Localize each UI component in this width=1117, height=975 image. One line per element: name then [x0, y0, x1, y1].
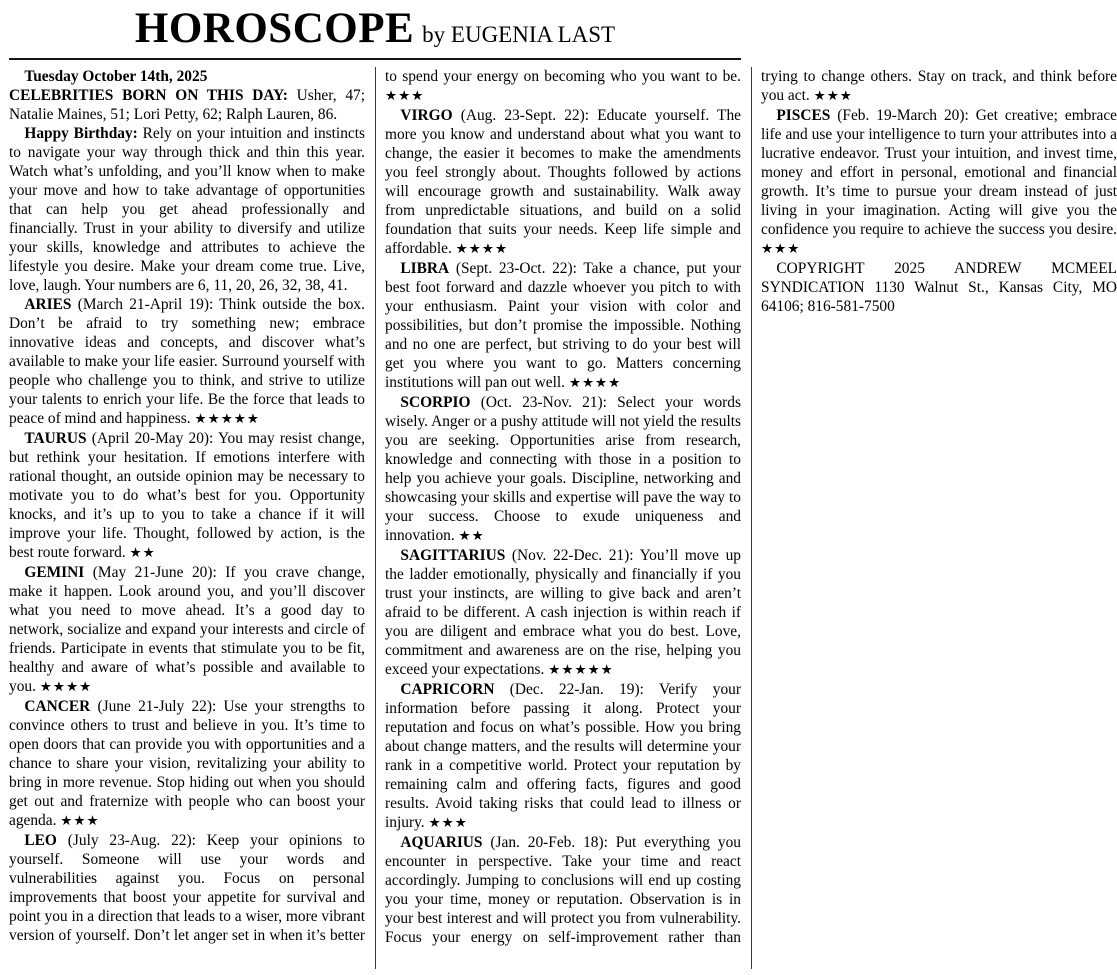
sign-aries: [9, 295, 365, 429]
page-title: HOROSCOPE: [134, 5, 415, 52]
sign-name: LIBRA: [400, 260, 450, 277]
header-divider: [9, 58, 741, 60]
sign-cancer: [9, 697, 365, 831]
star-rating: ★★★: [60, 813, 100, 829]
sign-dates: (Oct. 23-Nov. 21):: [480, 394, 607, 411]
sign-sagittarius: [385, 546, 741, 680]
celebrities-text: Usher, 47; Natalie Maines, 51; Lori Petty, 62; Ralph Lauren, 86.: [9, 87, 365, 123]
sign-text: Think outside the box. Don’t be afraid to try something new; embrace innovative ideas and concepts, and discover what’s available to make your life easier. Surround yourself with people who challenge you to think, and strive to utilize your talents to enrich your life. Be the force that leads to peace of mind and happiness.: [9, 296, 365, 427]
star-rating: ★★★★★: [194, 411, 261, 427]
article-body: [9, 67, 1117, 969]
sign-dates: (Sept. 23-Oct. 22):: [455, 260, 577, 277]
sign-name: PISCES: [776, 107, 831, 124]
sign-pisces: [761, 106, 1117, 259]
sign-text: Verify your information before passing it along. Protect your reputation and focus on what’s possible. How you bring about change matters, and the results will determine your rank in a competitive world. Protect your reputation by remaining calm and offering facts, figures and good results. Avoid taking risks that could lead to illness or injury.: [385, 681, 741, 831]
sign-dates: (May 21-June 20):: [92, 564, 217, 581]
sign-text: Select your words wisely. Anger or a pushy attitude will not yield the results you are seeking. Opportunities arise from research, knowledge and connecting with those in a position to help you achieve your goals. Discipline, networking and showcasing your skills and expertise will pave the way to your success. Choose to exude uniqueness and innovation.: [385, 394, 741, 544]
star-rating: ★★★★: [39, 679, 93, 695]
sign-text: If you crave change, make it happen. Look around you, and you’ll discover what you need to move ahead. It’s a good day to network, socialize and expand your interests and circle of friends. Participate in events that stimulate you to be fit, healthy and aware of what’s possible and available to you.: [9, 564, 365, 695]
star-rating: ★★: [458, 528, 485, 544]
star-rating: ★★★: [813, 88, 853, 104]
sign-text: Take a chance, put your best foot forward and dazzle whoever you pitch to with your enthusiasm. Paint your vision with color and possibilities, but don’t promise the impossible. Nothing and no one are perfect, but striving to do your best will get you where you want to go. Matters concerning institutions will pan out well.: [385, 260, 741, 391]
sign-scorpio: [385, 393, 741, 546]
sign-capricorn: [385, 680, 741, 833]
celebrities-label: CELEBRITIES BORN ON THIS DAY:: [9, 87, 288, 104]
sign-dates: (Feb. 19-March 20):: [837, 107, 969, 124]
sign-name: SAGITTARIUS: [400, 547, 506, 564]
sign-name: GEMINI: [24, 564, 85, 581]
sign-dates: (Dec. 22-Jan. 19):: [509, 681, 644, 698]
date-line: Tuesday October 14th, 2025: [24, 68, 208, 85]
sign-name: CAPRICORN: [400, 681, 495, 698]
star-rating: ★★★: [428, 815, 468, 831]
celebrities-paragraph: [9, 86, 365, 124]
sign-name: VIRGO: [400, 107, 453, 124]
star-rating: ★★★: [385, 88, 425, 104]
sign-dates: (Jan. 20-Feb. 18):: [490, 834, 608, 851]
sign-text: Put everything you encounter in perspective. Take your time and react accordingly. Jumping to conclusions will end up costing you your time, money or reputation. Observation is in your best interest and will protect you from vulnerability. Focus your energy on self-improvement rather than trying to change others. Stay on track, and think before you act.: [385, 68, 1117, 946]
sign-text: You’ll move up the ladder emotionally, physically and financially if you trust your instincts, are willing to give back and aren’t afraid to be different. A cash injection is within reach if you are diligent and embrace what you do best. Love, commitment and awareness are on the rise, helping you exceed your expectations.: [385, 547, 742, 678]
sign-dates: (April 20-May 20):: [91, 430, 214, 447]
copyright-notice: COPYRIGHT 2025 ANDREW MCMEEL SYNDICATION 1130 Walnut St., Kansas City, MO 64106; 816-581-7500: [761, 260, 1117, 315]
sign-text: Use your strengths to convince others to trust and believe in you. It’s time to open doors that can provide you with opportunities and a chance to share your vision, revitalizing your ability to bring in more revenue. Stop hiding out when you should get out and fraternize with people who can boost your agenda.: [9, 698, 365, 829]
star-rating: ★★★: [761, 241, 801, 257]
author-byline: by EUGENIA LAST: [422, 22, 616, 47]
sign-name: AQUARIUS: [400, 834, 483, 851]
masthead: [9, 4, 741, 57]
sign-text: Keep your opinions to yourself. Someone will use your words and vulnerabilities against you. Focus on personal improvements that boost your appetite for survival and point you in a direction that leads to a wiser, more vibrant version of yourself. Don’t let anger set in when it’s better to spend your energy on becoming who you want to be.: [9, 68, 741, 944]
star-rating: ★★★★: [455, 241, 509, 257]
sign-dates: (June 21-July 22):: [97, 698, 217, 715]
sign-name: ARIES: [24, 296, 72, 313]
birthday-text: Rely on your intuition and instincts to navigate your way through thick and thin this year. Watch what’s unfolding, and you’ll know when to make your move and how to take advantage of opportunities that can help you get ahead professionally and financially. Trust in your ability to diversify and utilize your skills, knowledge and attributes to achieve the lifestyle you desire. Make your dream come true. Live, love, laugh. Your numbers are 6, 11, 20, 26, 32, 38, 41.: [9, 125, 365, 294]
sign-libra: [385, 259, 741, 393]
sign-name: CANCER: [24, 698, 91, 715]
star-rating: ★★★★: [568, 375, 622, 391]
birthday-paragraph: [9, 124, 365, 295]
sign-dates: (Aug. 23-Sept. 22):: [460, 107, 590, 124]
sign-dates: (Nov. 22-Dec. 21):: [511, 547, 634, 564]
sign-virgo: [385, 106, 741, 259]
sign-gemini: [9, 563, 365, 697]
sign-name: SCORPIO: [400, 394, 471, 411]
sign-text: Educate yourself. The more you know and understand about what you want to change, the easier it becomes to make the amendments you feel strongly about. Thoughts followed by actions will encourage growth and sustainability. Walk away from unpredictable situations, and build on a solid foundation that suits your needs. Keep life simple and affordable.: [385, 107, 741, 257]
sign-taurus: [9, 429, 365, 563]
sign-dates: (July 23-Aug. 22):: [67, 832, 196, 849]
sign-dates: (March 21-April 19):: [77, 296, 214, 313]
birthday-label: Happy Birthday:: [24, 125, 138, 142]
sign-name: TAURUS: [24, 430, 87, 447]
star-rating: ★★: [129, 545, 156, 561]
sign-text: Get creative; embrace life and use your intelligence to turn your attributes into a lucrative endeavor. Trust your intuition, and invest time, money and effort in personal, emotional and financial growth. It’s time to pursue your dream instead of just living in your imagination. Acting will give you the confidence you require to achieve the success you desire.: [761, 107, 1117, 238]
star-rating: ★★★★★: [548, 662, 614, 678]
sign-text: You may resist change, but rethink your hesitation. If emotions interfere with rational thought, an outside opinion may be necessary to motivate you to do what’s best for you. Opportunity knocks, and it’s up to you to take a chance if it will improve your life. Thought, followed by action, is the best route forward.: [9, 430, 366, 561]
sign-name: LEO: [24, 832, 57, 849]
